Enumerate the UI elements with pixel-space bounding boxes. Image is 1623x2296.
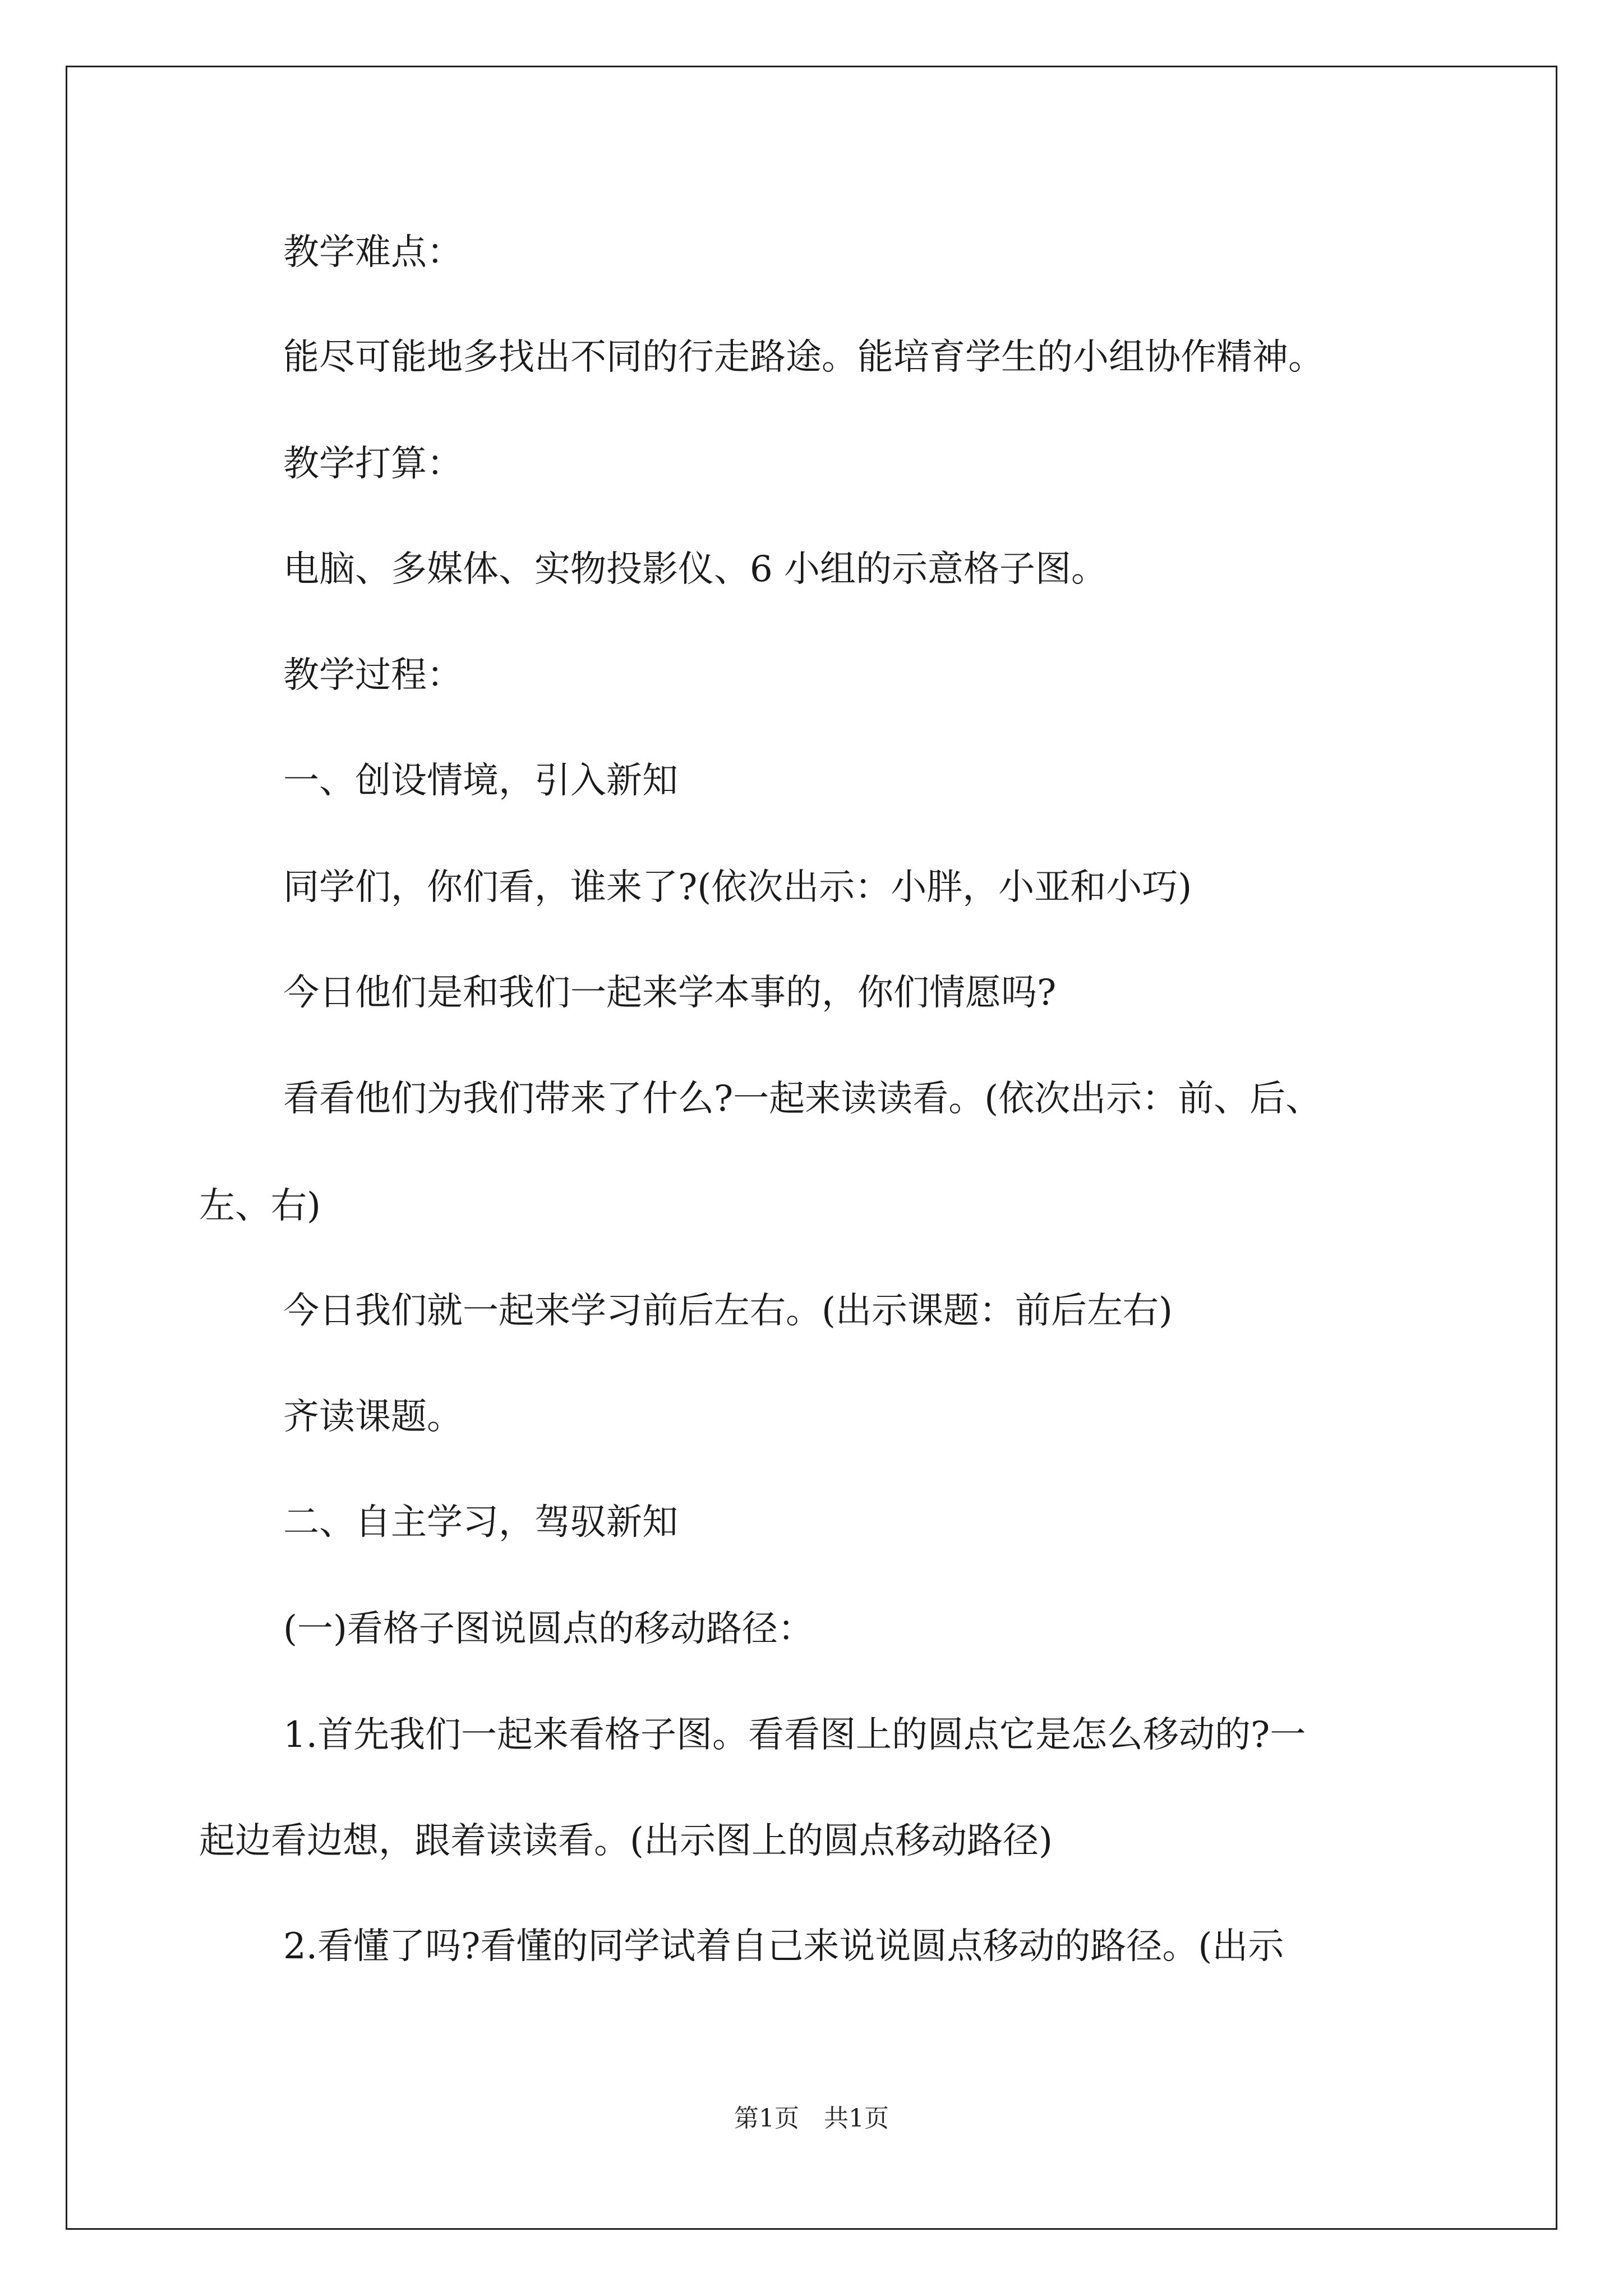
paragraph: 教学打算： <box>283 443 463 485</box>
paragraph: 能尽可能地多找出不同的行走路途。能培育学生的小组协作精神。 <box>283 337 1324 378</box>
paragraph: 一、创设情境，引入新知 <box>283 760 678 802</box>
paragraph: (一)看格子图说圆点的移动路径： <box>283 1608 814 1650</box>
paragraph: 今日他们是和我们一起来学本事的，你们情愿吗? <box>283 972 1057 1014</box>
page-footer: 第1页 共1页 <box>734 2104 889 2133</box>
paragraph: 2.看懂了吗?看懂的同学试着自己来说说圆点移动的路径。(出示 <box>283 1926 1284 1967</box>
paragraph: 看看他们为我们带来了什么?一起来读读看。(依次出示：前、后、 <box>283 1078 1322 1120</box>
paragraph: 教学过程： <box>283 655 463 696</box>
paragraph: 今日我们就一起来学习前后左右。(出示课题：前后左右) <box>283 1290 1173 1332</box>
paragraph-continuation: 左、右) <box>199 1185 321 1227</box>
paragraph: 二、自主学习，驾驭新知 <box>283 1502 678 1543</box>
page-border <box>66 66 1557 2230</box>
paragraph: 1.首先我们一起来看格子图。看看图上的圆点它是怎么移动的?一 <box>283 1714 1306 1756</box>
paragraph-continuation: 起边看边想，跟着读读看。(出示图上的圆点移动路径) <box>199 1820 1053 1862</box>
paragraph: 电脑、多媒体、实物投影仪、6 小组的示意格子图。 <box>283 549 1108 590</box>
paragraph: 教学难点： <box>283 232 463 273</box>
paragraph: 齐读课题。 <box>283 1396 463 1438</box>
paragraph: 同学们，你们看，谁来了?(依次出示：小胖，小亚和小巧) <box>283 867 1192 908</box>
